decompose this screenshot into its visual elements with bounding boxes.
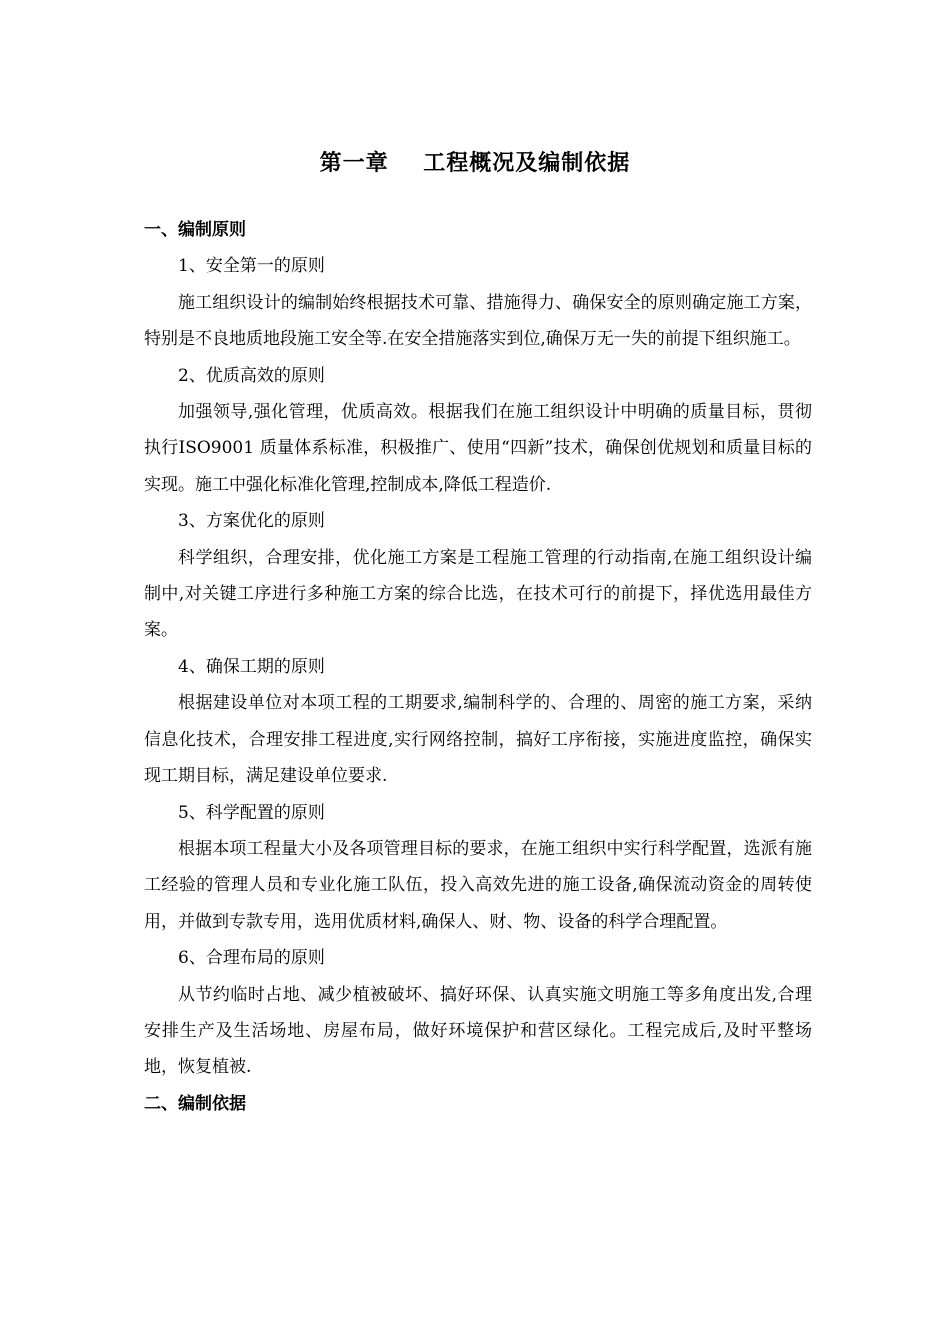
section-heading-principles: 一、编制原则: [144, 220, 246, 240]
principle-text-optimization: 科学组织，合理安排，优化施工方案是工程施工管理的行动指南,在施工组织设计编制中,对关键工序进行多种施工方案的综合比选，在技术可行的前提下，择优选用最佳方案。: [144, 547, 812, 641]
principle-heading-allocation: 5、科学配置的原则: [178, 802, 325, 823]
principle-heading-optimization: 3、方案优化的原则: [178, 511, 325, 532]
principle-text-quality: 加强领导,强化管理，优质高效。根据我们在施工组织设计中明确的质量目标，贯彻执行ISO9001 质量体系标准，积极推广、使用“四新”技术，确保创优规划和质量目标的实现。施工中强化标准化管理,控制成本,降低工程造价.: [144, 402, 812, 495]
principle-heading-schedule: 4、确保工期的原则: [178, 656, 325, 677]
chapter-title: 第一章 工程概况及编制依据: [319, 151, 631, 176]
principle-text-schedule: 根据建设单位对本项工程的工期要求,编制科学的、合理的、周密的施工方案，采纳信息化技术，合理安排工程进度,实行网络控制，搞好工序衔接，实施进度监控，确保实现工期目标，满足建设单位要求.: [144, 693, 812, 787]
principle-text-safety: 施工组织设计的编制始终根据技术可靠、措施得力、确保安全的原则确定施工方案，特别是不良地质地段施工安全等.在安全措施落实到位,确保万无一失的前提下组织施工。: [144, 292, 812, 350]
principle-text-allocation: 根据本项工程量大小及各项管理目标的要求，在施工组织中实行科学配置，选派有施工经验的管理人员和专业化施工队伍，投入高效先进的施工设备,确保流动资金的周转使用，并做到专款专用，选用优质材料,确保人、财、物、设备的科学合理配置。: [144, 838, 812, 932]
section-heading-basis: 二、编制依据: [144, 1093, 246, 1114]
principle-text-layout: 从节约临时占地、减少植被破坏、搞好环保、认真实施文明施工等多角度出发,合理安排生产及生活场地、房屋布局，做好环境保护和营区绿化。工程完成后,及时平整场地，恢复植被.: [144, 984, 812, 1078]
principle-heading-quality: 2、优质高效的原则: [178, 365, 325, 386]
principle-heading-layout: 6、合理布局的原则: [178, 948, 325, 969]
document-body: [144, 212, 812, 1122]
principle-heading-safety: 1、安全第一的原则: [178, 256, 325, 277]
